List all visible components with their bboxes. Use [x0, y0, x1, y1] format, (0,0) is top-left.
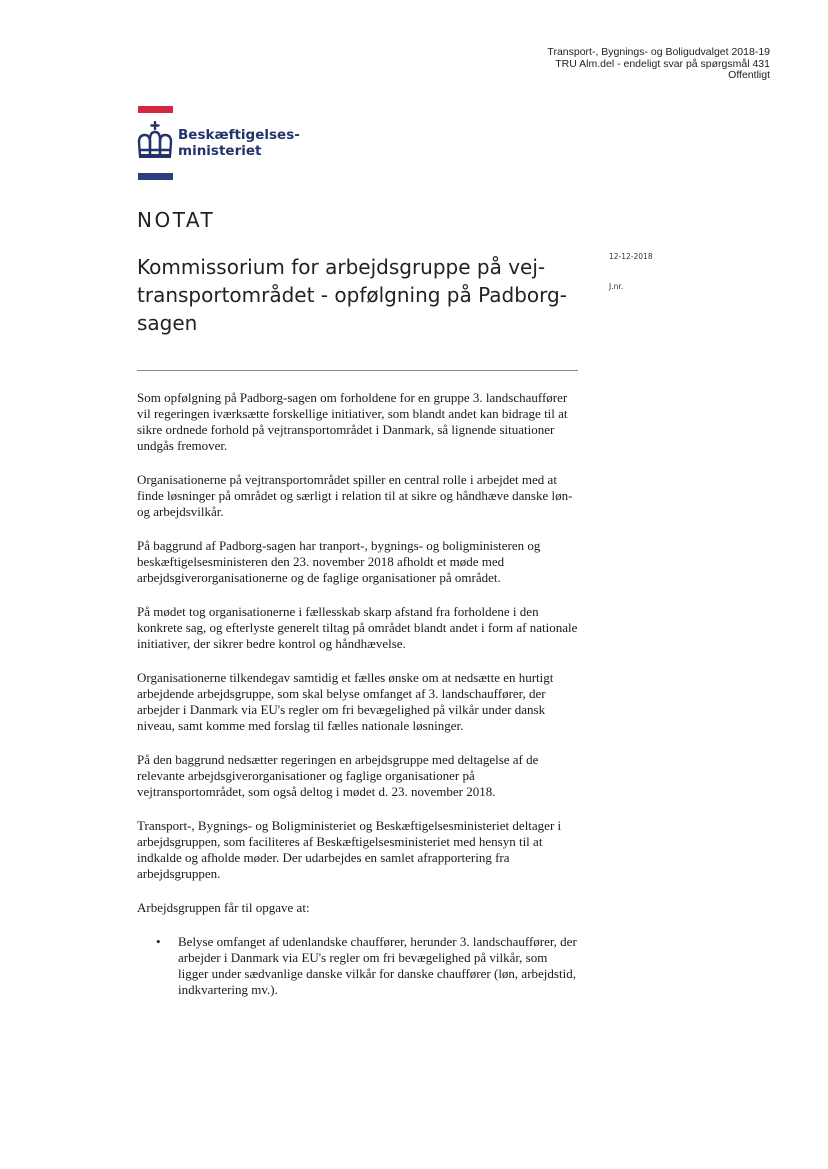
ministry-name [178, 127, 300, 159]
title-divider [137, 370, 578, 371]
reference-line: TRU Alm.del - endeligt svar på spørgsmål 431 [555, 57, 770, 70]
committee-line: Transport-, Bygnings- og Boligudvalget 2018-19 [547, 46, 770, 58]
document-date: 12-12-2018 [609, 252, 653, 261]
paragraph: Organisationerne på vejtransportområdet spiller en central rolle i arbejdet med at finde løsninger på området og særligt i relation til at sikre og håndhæve danske løn- og arbejdsvilkår. [137, 472, 573, 519]
paragraph: På den baggrund nedsætter regeringen en arbejdsgruppe med deltagelse af de relevante arbejdsgiverorganisationer og faglige organisationer på vejtransportområdet, som også deltog i mødet d. 23. november 2018. [137, 752, 539, 799]
paragraph: Arbejdsgruppen får til opgave at: [137, 900, 310, 915]
paragraph: Organisationerne tilkendegav samtidig et fælles ønske om at nedsætte en hurtigt arbejdende arbejdsgruppe, som skal belyse omfanget af 3. landschauffører, der arbejder i Danmark via EU's regler om fri bevægelighed på vilkår under dansk niveau, samt komme med forslag til fælles nationale løsninger. [137, 670, 554, 733]
logo-blue-bar [138, 173, 173, 180]
paragraph: Transport-, Bygnings- og Boligministeriet og Beskæftigelsesministeriet deltager i arbejdsgruppen, som faciliteres af Beskæftigelsesministeriet med hensyn til at indkalde og afholde møder. Der udarbejdes en samlet afrapportering fra arbejdsgruppen. [137, 818, 562, 881]
visibility-line: Offentligt [728, 69, 770, 81]
list-item [137, 934, 578, 998]
document-body [137, 390, 578, 998]
paragraph: På baggrund af Padborg-sagen har tranport-, bygnings- og boligministeren og beskæftigelsesministeren den 23. november 2018 afholdt et møde med arbejdsgiverorganisationerne og de faglige organisationer på området. [137, 538, 541, 585]
list-item-text: Belyse omfanget af udenlandske chauffører, herunder 3. landschauffører, der arbejder i Danmark via EU's regler om fri bevægelighed på vilkår, som ligger under sædvanlige danske vilkår for danske chauffører (løn, arbejdstid, indkvartering mv.). [178, 934, 577, 997]
bullet-icon: • [156, 934, 161, 949]
paragraph: Som opfølgning på Padborg-sagen om forholdene for en gruppe 3. landschauffører vil regeringen iværksætte forskellige initiativer, som blandt andet kan bidrage til at sikre ordnede forhold på vejtransportområdet i Danmark, så lignende situationer undgås fremover. [137, 390, 568, 453]
journal-number-label: J.nr. [609, 282, 624, 291]
task-list [137, 934, 578, 998]
paragraph: På mødet tog organisationerne i fællesskab skarp afstand fra forholdene i den konkrete sag, og efterlyste generelt tiltag på området blandt andet i form af nationale initiativer, der sikrer bedre kontrol og håndhævelse. [137, 604, 578, 651]
document-type: NOTAT [137, 208, 216, 232]
ministry-name-line2: ministeriet [178, 143, 262, 159]
logo-red-bar [138, 106, 173, 113]
header-metadata [547, 47, 770, 82]
document-title: Kommissorium for arbejdsgruppe på vej-transportområdet - opfølgning på Padborg-sagen [137, 255, 567, 335]
crown-icon [136, 121, 174, 159]
ministry-name-line1: Beskæftigelses- [178, 127, 300, 143]
